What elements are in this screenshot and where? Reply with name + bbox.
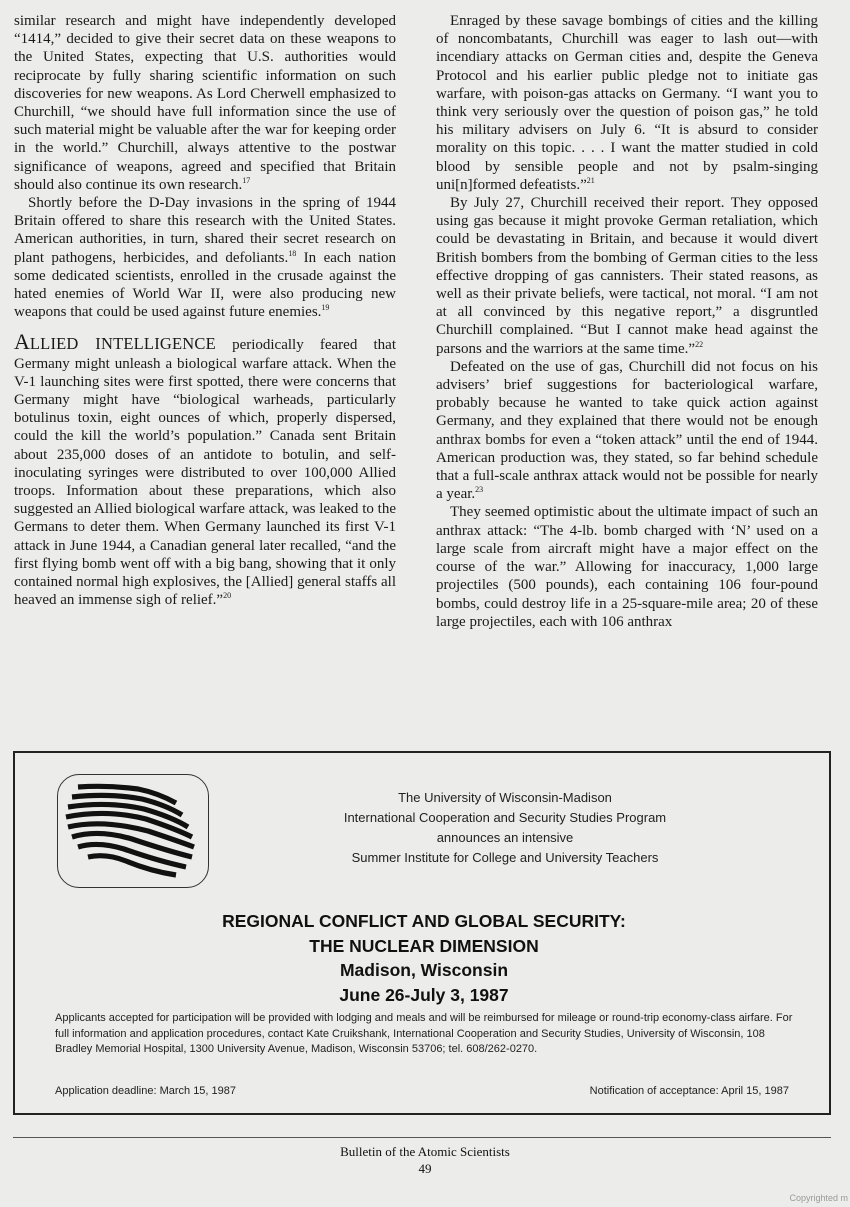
drop-cap: A [14,329,30,355]
paragraph: Shortly before the D-Day invasions in the spring of 1944 Britain offered to share this research with the United States. American authorities, in turn, shared their secret research on plant pathogens, herbicides, and defoliants.$^{18}$ In each nation some dedicated scientists, enrolled in the crusade against the hated enemies of World War II, were also producing new weapons that could be used against future enemies.$^{19}$ [14,195,397,321]
advertisement-box [13,751,831,1115]
page-footer [0,1143,850,1177]
footnote-ref: 18 [288,248,297,258]
paragraph: similar research and might have independently developed “1414,” decided to give their secret data on these weapons to the United States, expecting that U.S. authorities would reciprocate by fully sharing scientific information on such discoveries for new weapons. As Lord Cherwell emphasized to Churchill, “we should have full information since the use of such material might be valuable after the war for keeping order in the world.” Churchill, always attentive to the postwar significance of weapons, agreed and specified that Britain should also continue its own research.$^{17}$ [14,13,396,193]
footnote-ref: 19 [321,303,330,313]
headline-dates: June 26-July 3, 1987 [339,984,509,1005]
copyright-watermark: Copyrighted m [789,1193,848,1203]
footnote-ref: 21 [586,175,595,185]
paragraph: They seemed optimistic about the ultimate impact of such an anthrax attack: “The 4-lb. bomb charged with ‘N’ used on a large scale from aircraft might have a major effect on the course of the war.” Allowing for inaccuracy, 1,000 large projectiles (500 pounds), each containing 106 four-pound bombs, could destroy life in a 25-square-mile area; 20 of these large projectiles, each with 106 anthrax [436,504,818,630]
announce-line: Summer Institute for College and University Teachers [351,850,659,865]
event-headline [15,909,833,1007]
headline-line: THE NUCLEAR DIMENSION [309,935,539,956]
announcement [255,788,755,868]
right-column [436,12,818,631]
section-paragraph: ALLIED INTELLIGENCE periodically feared that Germany might unleash a biological warfare attack. When the V-1 launching sites were first spotted, there were concerns that Germany might have “biological warheads, particularly botulinus toxin, eight ounces of which, properly dispersed, could the kill the world’s population.” Canada sent Britain about 235,000 doses of an antidote to botulin, and self-inoculating syringes were distributed to over 100,000 Allied troops. Information about these preparations, which also suggested an Allied biological warfare attack, was leaked to the Germans to deter them. When Germany launched its first V-1 attack in June 1944, a Canadian general later recalled, “and the first flying bomb went off with a big bang, showing that it only contained normal high explosives, the [Allied] general staffs all heaved an immense sigh of relief.”$^{20}$ [14,329,396,609]
publication-name: Bulletin of the Atomic Scientists [340,1144,510,1159]
left-column [14,12,396,610]
announce-line: announces an intensive [436,830,574,845]
event-details: Applicants accepted for participation will be provided with lodging and meals and will be reimbursed for mileage or round-trip economy-class airfare. For full information and application procedures, contact Kate Cruikshank, International Cooperation and Security Studies, University of Wisconsin, 108 Bradley Memorial Hospital, 1300 University Avenue, Madison, Wisconsin 53706; tel. 608/262-0270. [55,1012,793,1055]
footnote-ref: 23 [475,485,484,495]
striped-wave-logo-icon [57,774,209,888]
logo-graphic [58,775,208,887]
paragraph: By July 27, Churchill received their report. They opposed using gas because it might provoke German retaliation, which could be devastating in Britain, and because it would divert British bombers from the bombing of German cities to the less effective dropping of gas cannisters. Their stated reasons, as well as their private beliefs, were tactical, not moral. “I am not at all convinced by this negative report,” a disgruntled Churchill complained. “But I cannot make head against the parsons and the warriors at the same time.”$^{22}$ [436,195,818,357]
announce-line: The University of Wisconsin-Madison [398,790,612,805]
notification-date: Notification of acceptance: April 15, 1987 [589,1085,789,1097]
headline-location: Madison, Wisconsin [339,960,509,981]
footnote-ref: 20 [223,591,232,601]
page-number: 49 [418,1161,432,1176]
headline-line: REGIONAL CONFLICT AND GLOBAL SECURITY: [222,911,626,931]
footer-divider [13,1137,831,1138]
paragraph: Enraged by these savage bombings of cities and the killing of noncombatants, Churchill was eager to lash out—with incendiary attacks on German cities and, despite the Geneva Protocol and his earlier public pledge not to initiate gas warfare, with poison-gas attacks on Germany. “I want you to think very seriously over the question of poison gas,” he told his military advisers on July 6. “It is absurd to consider morality on this topic. . . . I want the matter studied in cold blood by sensible people and not by psalm-singing uni[n]formed defeatists.”$^{21}$ [436,13,818,193]
paragraph: Defeated on the use of gas, Churchill did not focus on his advisers’ brief suggestions for bacteriological warfare, probably because he wanted to take quick action against Germany, and they explained that there would not be enough anthrax bombs for even a “token attack” until the end of 1944. American production was, they stated, so far behind schedule that a full-scale anthrax attack would not be possible for nearly a year.$^{23}$ [436,358,818,503]
application-deadline: Application deadline: March 15, 1987 [55,1085,237,1097]
section-lead: LLIED INTELLIGENCE [29,334,216,354]
footnote-ref: 17 [242,175,251,185]
announce-line: International Cooperation and Security Studies Program [343,810,667,825]
footnote-ref: 22 [695,339,704,349]
